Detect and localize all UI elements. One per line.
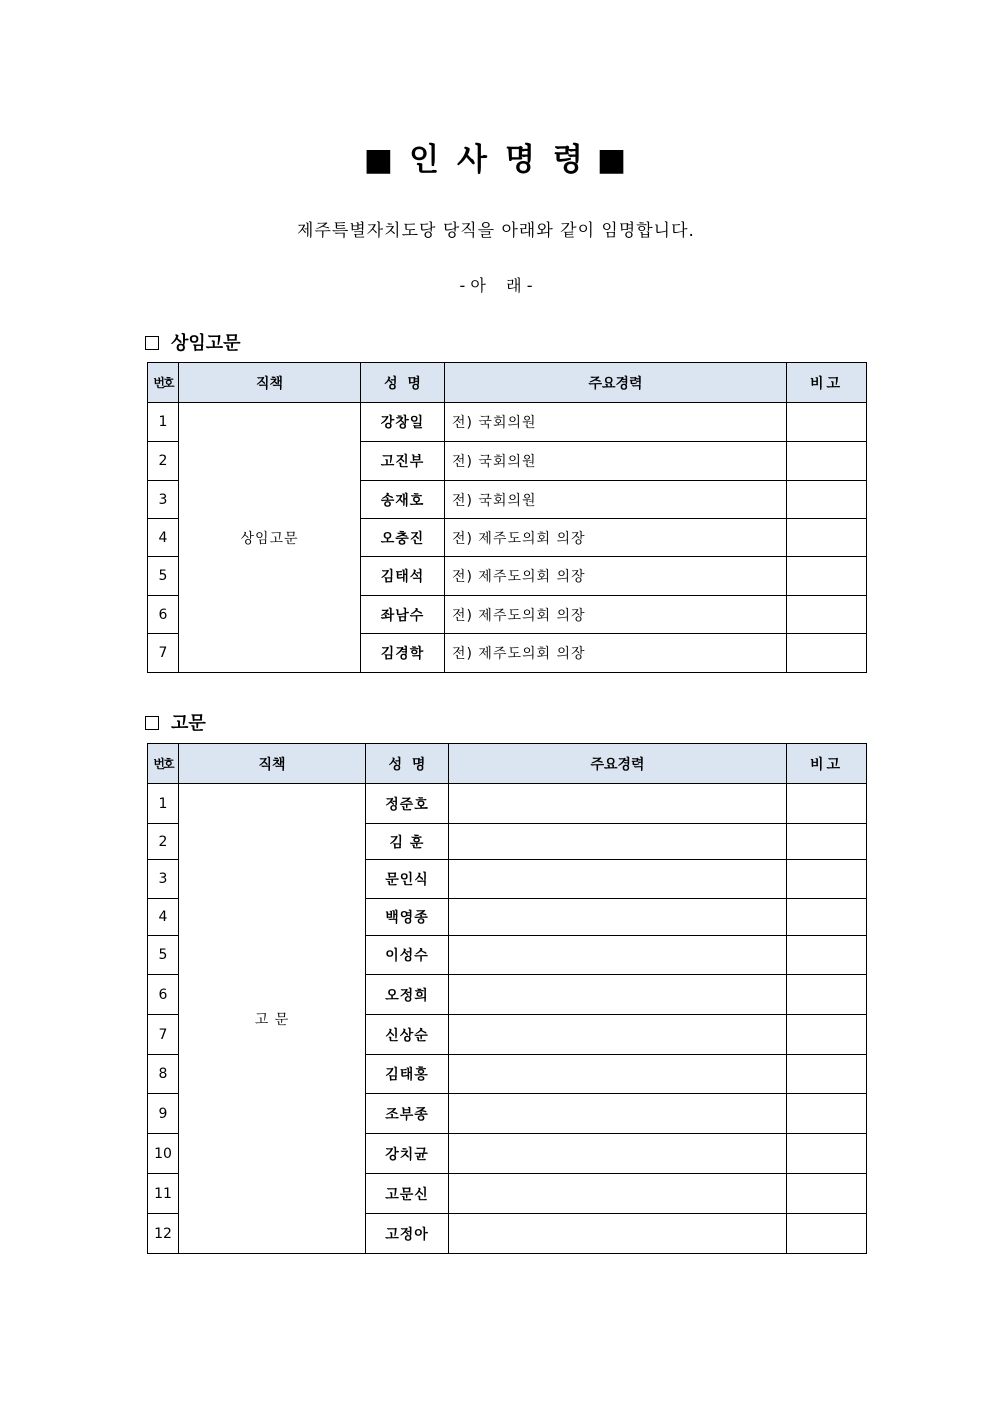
- career-cell: [449, 860, 787, 899]
- checkbox-square-icon: [145, 716, 159, 730]
- header-name: 성 명: [366, 744, 449, 784]
- role-cell: 고 문: [179, 784, 366, 1254]
- intro-text: 제주특별자치도당 당직을 아래와 같이 임명합니다.: [297, 221, 695, 241]
- role-cell: 상임고문: [179, 403, 361, 673]
- career-cell: 전) 제주도의회 의장: [445, 519, 787, 557]
- row-number: 2: [148, 442, 179, 481]
- person-name: 고정아: [366, 1214, 449, 1254]
- career-cell: 전) 제주도의회 의장: [445, 557, 787, 596]
- note-cell: [787, 634, 867, 673]
- career-cell: [449, 975, 787, 1015]
- career-cell: [449, 899, 787, 936]
- header-note: 비고: [787, 744, 867, 784]
- career-cell: [449, 1174, 787, 1214]
- section-title-standing-advisors: [145, 329, 241, 355]
- row-number: 7: [148, 1015, 179, 1055]
- career-cell: 전) 국회의원: [445, 403, 787, 442]
- person-name: 정준호: [366, 784, 449, 824]
- row-number: 11: [148, 1174, 179, 1214]
- row-number: 5: [148, 557, 179, 596]
- career-cell: [449, 1134, 787, 1174]
- note-cell: [787, 1174, 867, 1214]
- header-note: 비고: [787, 363, 867, 403]
- note-cell: [787, 1134, 867, 1174]
- person-name: 고문신: [366, 1174, 449, 1214]
- advisors-table: [147, 743, 867, 1254]
- header-no: 번호: [148, 363, 179, 403]
- title-square-right-icon: ■: [596, 142, 629, 178]
- career-cell: [449, 1094, 787, 1134]
- row-number: 3: [148, 481, 179, 519]
- title-square-left-icon: ■: [363, 142, 396, 178]
- row-number: 6: [148, 975, 179, 1015]
- note-cell: [787, 403, 867, 442]
- row-number: 4: [148, 519, 179, 557]
- person-name: 조부종: [366, 1094, 449, 1134]
- table-header-row: [148, 363, 867, 403]
- document-title: [0, 134, 992, 179]
- section-title-text: 상임고문: [171, 333, 241, 354]
- person-name: 김태석: [361, 557, 445, 596]
- row-number: 1: [148, 784, 179, 824]
- person-name: 강창일: [361, 403, 445, 442]
- person-name: 문인식: [366, 860, 449, 899]
- note-cell: [787, 481, 867, 519]
- person-name: 김태홍: [366, 1055, 449, 1094]
- note-cell: [787, 442, 867, 481]
- row-number: 3: [148, 860, 179, 899]
- person-name: 오정희: [366, 975, 449, 1015]
- row-number: 8: [148, 1055, 179, 1094]
- note-cell: [787, 1015, 867, 1055]
- row-number: 4: [148, 899, 179, 936]
- note-cell: [787, 596, 867, 634]
- career-cell: [449, 936, 787, 975]
- note-cell: [787, 899, 867, 936]
- header-role: 직책: [179, 363, 361, 403]
- person-name: 고진부: [361, 442, 445, 481]
- career-cell: 전) 제주도의회 의장: [445, 634, 787, 673]
- row-number: 10: [148, 1134, 179, 1174]
- note-cell: [787, 1094, 867, 1134]
- person-name: 이성수: [366, 936, 449, 975]
- standing-advisors-table: [147, 362, 867, 673]
- note-cell: [787, 1214, 867, 1254]
- row-number: 5: [148, 936, 179, 975]
- person-name: 백영종: [366, 899, 449, 936]
- person-name: 송재호: [361, 481, 445, 519]
- person-name: 김 훈: [366, 824, 449, 860]
- header-role: 직책: [179, 744, 366, 784]
- below-marker: - 아 래 -: [459, 276, 533, 295]
- row-number: 1: [148, 403, 179, 442]
- table-row: [148, 784, 867, 824]
- note-cell: [787, 975, 867, 1015]
- person-name: 신상순: [366, 1015, 449, 1055]
- header-career: 주요경력: [445, 363, 787, 403]
- note-cell: [787, 784, 867, 824]
- note-cell: [787, 936, 867, 975]
- person-name: 강치균: [366, 1134, 449, 1174]
- note-cell: [787, 824, 867, 860]
- person-name: 오충진: [361, 519, 445, 557]
- header-career: 주요경력: [449, 744, 787, 784]
- row-number: 7: [148, 634, 179, 673]
- career-cell: 전) 국회의원: [445, 442, 787, 481]
- person-name: 좌남수: [361, 596, 445, 634]
- note-cell: [787, 557, 867, 596]
- career-cell: [449, 1214, 787, 1254]
- note-cell: [787, 519, 867, 557]
- career-cell: [449, 824, 787, 860]
- career-cell: 전) 국회의원: [445, 481, 787, 519]
- career-cell: 전) 제주도의회 의장: [445, 596, 787, 634]
- career-cell: [449, 1055, 787, 1094]
- row-number: 12: [148, 1214, 179, 1254]
- person-name: 김경학: [361, 634, 445, 673]
- section-title-text: 고문: [171, 713, 206, 734]
- note-cell: [787, 1055, 867, 1094]
- row-number: 9: [148, 1094, 179, 1134]
- note-cell: [787, 860, 867, 899]
- header-no: 번호: [148, 744, 179, 784]
- table-header-row: [148, 744, 867, 784]
- checkbox-square-icon: [145, 336, 159, 350]
- table-row: [148, 403, 867, 442]
- header-name: 성 명: [361, 363, 445, 403]
- title-text: 인사명령: [409, 142, 601, 178]
- career-cell: [449, 784, 787, 824]
- section-title-advisors: [145, 709, 206, 735]
- row-number: 2: [148, 824, 179, 860]
- row-number: 6: [148, 596, 179, 634]
- career-cell: [449, 1015, 787, 1055]
